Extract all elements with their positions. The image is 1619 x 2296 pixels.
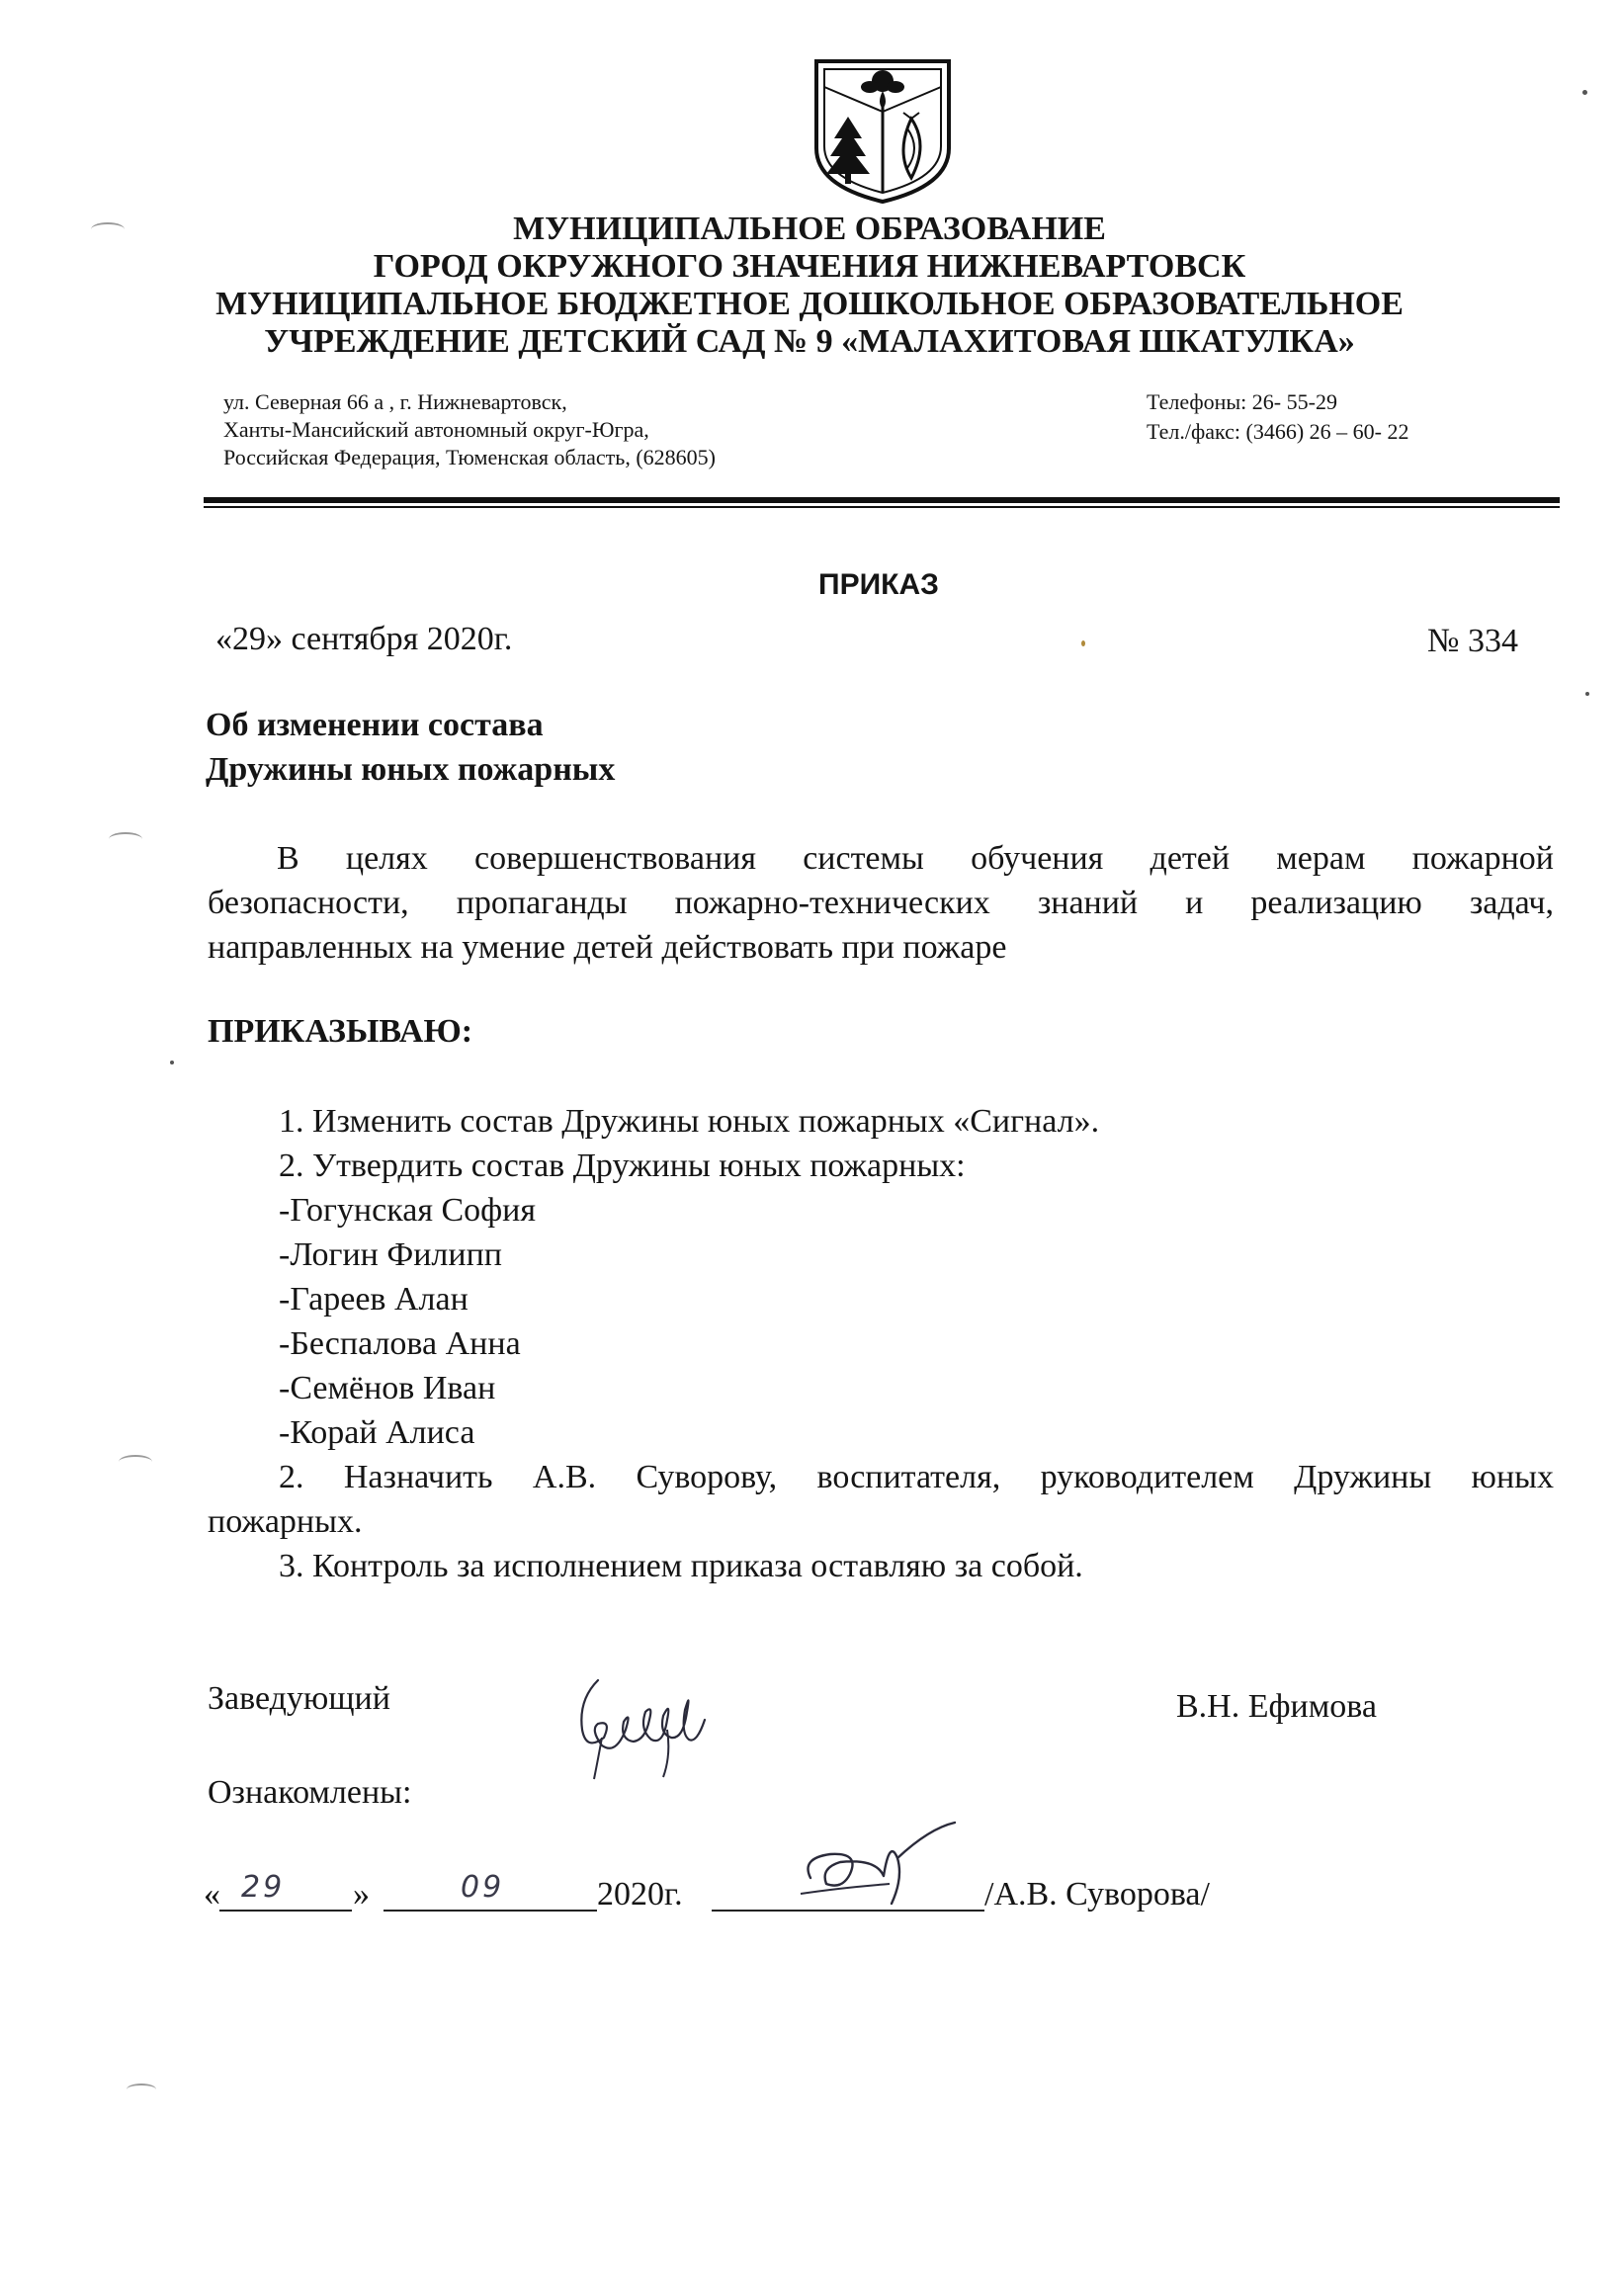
- preamble-line-2: безопасности, пропаганды пожарно-технических знаний и реализацию задач,: [208, 885, 1554, 921]
- scan-mark: [91, 222, 125, 236]
- order-subject-line-2: Дружины юных пожарных: [206, 751, 616, 788]
- scan-speck: [1585, 692, 1589, 696]
- order-subject-line-1: Об изменении состава: [206, 707, 544, 743]
- member-list-item: -Корай Алиса: [279, 1414, 475, 1451]
- ack-close-quote: »: [353, 1876, 370, 1913]
- preamble-line-1: В целях совершенствования системы обучения детей мерам пожарной: [277, 840, 1554, 877]
- order-number: № 334: [1427, 623, 1518, 659]
- signatory-name: В.Н. Ефимова: [1176, 1688, 1377, 1725]
- address-line-3: Российская Федерация, Тюменская область, (628605): [223, 445, 716, 469]
- address-line-1: ул. Северная 66 а , г. Нижневартовск,: [223, 389, 567, 414]
- member-list-item: -Гогунская София: [279, 1192, 536, 1229]
- order-date: «29» сентября 2020г.: [215, 621, 513, 657]
- ack-name: /А.В. Суворова/: [984, 1876, 1210, 1913]
- contact-phones: Телефоны: 26- 55-29: [1147, 389, 1337, 414]
- member-list-item: -Логин Филипп: [279, 1236, 502, 1273]
- ack-open-quote: «: [204, 1876, 220, 1913]
- ack-signature: [781, 1819, 969, 1917]
- ack-month-handwritten: 09: [461, 1870, 505, 1905]
- header-line-2: ГОРОД ОКРУЖНОГО ЗНАЧЕНИЯ НИЖНЕВАРТОВСК: [373, 248, 1246, 285]
- scan-mark: [109, 832, 142, 846]
- order-item-1: 1. Изменить состав Дружины юных пожарных «Сигнал».: [279, 1103, 1100, 1140]
- order-title: ПРИКАЗ: [818, 568, 939, 601]
- scan-mark: [127, 2083, 156, 2095]
- header-line-1: МУНИЦИПАЛЬНОЕ ОБРАЗОВАНИЕ: [513, 211, 1106, 247]
- scan-speck: [1582, 90, 1587, 95]
- order-item-2: 2. Утвердить состав Дружины юных пожарных:: [279, 1148, 966, 1184]
- order-item-4: 3. Контроль за исполнением приказа оставляю за собой.: [279, 1548, 1083, 1584]
- directive-heading: ПРИКАЗЫВАЮ:: [208, 1013, 473, 1050]
- scan-speck: [170, 1061, 174, 1064]
- acknowledgement-label: Ознакомлены:: [208, 1774, 412, 1811]
- header-line-3: МУНИЦИПАЛЬНОЕ БЮДЖЕТНОЕ ДОШКОЛЬНОЕ ОБРАЗОВАТЕЛЬНОЕ: [215, 286, 1404, 322]
- contact-fax: Тел./факс: (3466) 26 – 60- 22: [1147, 419, 1409, 444]
- coat-of-arms-emblem: [812, 57, 953, 206]
- ack-month-line: [383, 1910, 597, 1912]
- address-line-2: Ханты-Мансийский автономный округ-Югра,: [223, 417, 649, 442]
- ack-day-handwritten: 29: [241, 1870, 286, 1905]
- member-list-item: -Семёнов Иван: [279, 1370, 496, 1406]
- ack-day-line: [219, 1910, 352, 1912]
- member-list-item: -Гареев Алан: [279, 1281, 469, 1318]
- member-list-item: -Беспалова Анна: [279, 1325, 521, 1362]
- preamble-line-3: направленных на умение детей действовать при пожаре: [208, 929, 1007, 966]
- header-divider-thick: [204, 497, 1560, 503]
- scan-mark: [119, 1455, 152, 1469]
- signatory-position: Заведующий: [208, 1680, 390, 1717]
- header-divider-thin: [204, 506, 1560, 508]
- header-line-4: УЧРЕЖДЕНИЕ ДЕТСКИЙ САД № 9 «МАЛАХИТОВАЯ ШКАТУЛКА»: [264, 323, 1355, 360]
- director-signature: [568, 1660, 726, 1789]
- order-item-3-line-1: 2. Назначить А.В. Суворову, воспитателя, руководителем Дружины юных: [279, 1459, 1554, 1495]
- ack-year: 2020г.: [597, 1876, 683, 1913]
- order-item-3-line-2: пожарных.: [208, 1503, 363, 1540]
- scan-speck: [1081, 640, 1085, 646]
